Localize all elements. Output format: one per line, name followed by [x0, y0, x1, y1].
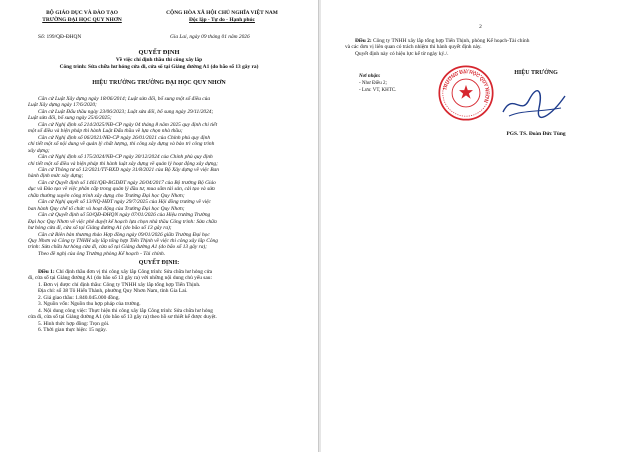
signer-title: HIỆU TRƯỞNG [514, 70, 558, 76]
basis-line: Quy Nhơn và Công ty TNHH xây lắp tổng hợp Tiến Thịnh về việc thi công xây lắp Công [28, 237, 218, 244]
document-page-1 [0, 0, 319, 452]
basis-line: chi tiết một số nội dung về quản lý chất lượng, thi công xây dựng và bảo trì công trình [28, 141, 215, 148]
article-line-text: Chỉ định thầu đơn vị thi công xây lắp Công trình: Sửa chữa hư hỏng cửa [54, 269, 212, 275]
basis-line: chữa thường xuyên công trình xây dựng cho Trường Đại học Quy Nhơn; [28, 192, 185, 199]
article-line: Quyết định này có hiệu lực kể từ ngày ký./. [355, 50, 449, 57]
article-line: 4. Nội dung công việc: Thực hiện thi công xây lắp Công trình: Sửa chữa hư hỏng [38, 307, 213, 314]
basis-line: xây dựng; [28, 147, 50, 154]
page-number: 2 [479, 24, 482, 30]
article-1 [28, 269, 304, 334]
document-number: Số: 199/QĐ-ĐHQN [38, 34, 82, 40]
article-line-text: Công ty TNHH xây lắp tổng hợp Tiến Thịnh, phòng Kế hoạch-Tài chính [371, 38, 530, 44]
basis-line: hành định mức xây dựng; [28, 173, 84, 180]
article-line: 1. Đơn vị được chỉ định thầu: Công ty TNHH xây lắp tổng hợp Tiến Thịnh. [38, 281, 201, 288]
basis-line: hư hỏng cửa đi, cửa sổ tại Giảng đường A1 (do bão số 13 gây ra); [28, 225, 172, 232]
article-line: 3. Nguồn vốn: Nguồn thu hợp pháp của trường. [38, 301, 141, 308]
article-line: Địa chỉ: số 38 Tô Hiến Thành, phường Quy Nhơn Nam, tỉnh Gia Lai. [38, 288, 188, 295]
document-subject: Về việc chỉ định thầu thi công xây lắp [115, 57, 203, 63]
basis-line: Căn cứ Biên bản thương thảo Hợp đồng ngày 09/01/2026 giữa Trường Đại học [38, 231, 210, 238]
document-type: QUYẾT ĐỊNH [138, 49, 180, 56]
seal-text: TRƯỜNG ĐẠI HỌC QUY NHƠN [442, 69, 490, 104]
article-line: 6. Thời gian thực hiện: 15 ngày. [38, 327, 107, 334]
recipients-label: Nơi nhận: [359, 74, 381, 79]
handwritten-signature [499, 86, 569, 122]
basis-line: Căn cứ Luật Xây dựng ngày 18/06/2014; Luật sửa đổi, bổ sung một số điều của [38, 96, 211, 102]
article-line: 5. Hình thức hợp đồng: Trọn gói. [38, 320, 110, 327]
basis-line: Theo đề nghị của ông Trưởng phòng Kế hoạch - Tài chính. [38, 250, 166, 257]
basis-line: Căn cứ Nghị định số 06/2021/NĐ-CP ngày 26/01/2021 của Chính phủ quy định [38, 134, 211, 141]
basis-line: Căn cứ Nghị định số 175/2024/NĐ-CP ngày 30/12/2024 của Chính phủ quy định [38, 154, 213, 161]
article-2-label: Điều 2: [355, 38, 372, 44]
article-line: đi, cửa sổ tại Giảng đường A1 (do bão số 13 gây ra) với những nội dung chủ yếu sau: [28, 275, 212, 282]
recipient-item: - Lưu: VT, KHTC. [359, 88, 397, 93]
article-line: và các đơn vị liên quan có trách nhiệm thi hành quyết định này. [345, 44, 482, 51]
basis-line: ban hành Quy chế tổ chức và hoạt động của Trường Đại học Quy Nhơn; [28, 205, 185, 212]
national-motto: Độc lập - Tự do - Hạnh phúc [189, 17, 255, 23]
country-name: CỘNG HÒA XÃ HỘI CHỦ NGHĨA VIỆT NAM [166, 10, 278, 16]
legal-basis [28, 96, 304, 257]
basis-line: Căn cứ Thông tư số 12/2021/TT-BXD ngày 31/8/2021 của Bộ Xây dựng về việc Ban [38, 166, 219, 173]
basis-line: một số điều và biện pháp thi hành Luật Đấu thầu về lựa chọn nhà thầu; [28, 128, 183, 135]
basis-line: chi tiết một số điều và biện pháp thi hành luật xây dựng về quản lý hoạt động xây dựng; [28, 160, 218, 167]
article-2 [345, 38, 635, 57]
signer-name: PGS. TS. Đoàn Đức Tùng [506, 131, 566, 137]
basis-line: Căn cứ Nghị quyết số 13/NQ-HĐT ngày 29/7/2025 của Hội đồng trường về việc [38, 199, 211, 206]
basis-line: trình: Sửa chữa hư hỏng cửa đi, cửa sổ tại Giảng đường A1 (do bão số 13 gây ra); [28, 244, 207, 251]
agency-name: BỘ GIÁO DỤC VÀ ĐÀO TẠO [46, 10, 118, 16]
basis-line: Căn cứ Quyết định số 50/QĐ-ĐHQN ngày 07/01/2026 của Hiệu trưởng Trường [38, 212, 211, 219]
recipient-item: - Như Điều 2; [359, 81, 387, 86]
basis-line: Căn cứ Luật Đấu thầu ngày 23/06/2023; Luật sửa đổi, bổ sung ngày 29/11/2024; [38, 108, 214, 115]
school-name: TRƯỜNG ĐẠI HỌC QUY NHƠN [42, 17, 122, 23]
document-page-2 [321, 0, 640, 452]
basis-line: Luật sửa đổi, bổ sung ngày 25/6/2025; [28, 115, 112, 122]
article-1-label: Điều 1: [38, 269, 55, 275]
decision-heading: QUYẾT ĐỊNH: [138, 260, 180, 266]
issuing-authority: HIỆU TRƯỞNG TRƯỜNG ĐẠI HỌC QUY NHƠN [92, 80, 226, 86]
basis-line: Căn cứ Nghị định số 214/2025/NĐ-CP ngày 04 tháng 8 năm 2025 quy định chi tiết [38, 121, 218, 128]
basis-line: dục và Đào tạo về việc phân cấp trong quản lý đầu tư, mua sắm tài sản, cải tạo và sửa [28, 186, 215, 193]
document-date: Gia Lai, ngày 09 tháng 01 năm 2026 [170, 34, 250, 40]
basis-line: Căn cứ Quyết định số 1461/QĐ-BGDĐT ngày 26/04/2017 của Bộ trưởng Bộ Giáo [38, 179, 216, 186]
basis-line: Đại học Quy Nhơn về việc phê duyệt kế hoạch lựa chọn nhà thầu Công trình: Sửa chữa [28, 218, 217, 225]
article-line: cửa đi, cửa sổ tại Giảng đường A1 (do bão số 13 gây ra) theo hồ sơ thiết kế được duyệt. [28, 314, 217, 321]
project-title: Công trình: Sửa chữa hư hỏng cửa đi, cửa sổ tại Giảng đường A1 (do bão số 13 gây ra) [59, 64, 259, 70]
basis-line: Luật Xây dựng ngày 17/6/2020; [28, 102, 97, 109]
article-line: 2. Giá giao thầu: 1.840.045.000 đồng. [38, 294, 120, 301]
